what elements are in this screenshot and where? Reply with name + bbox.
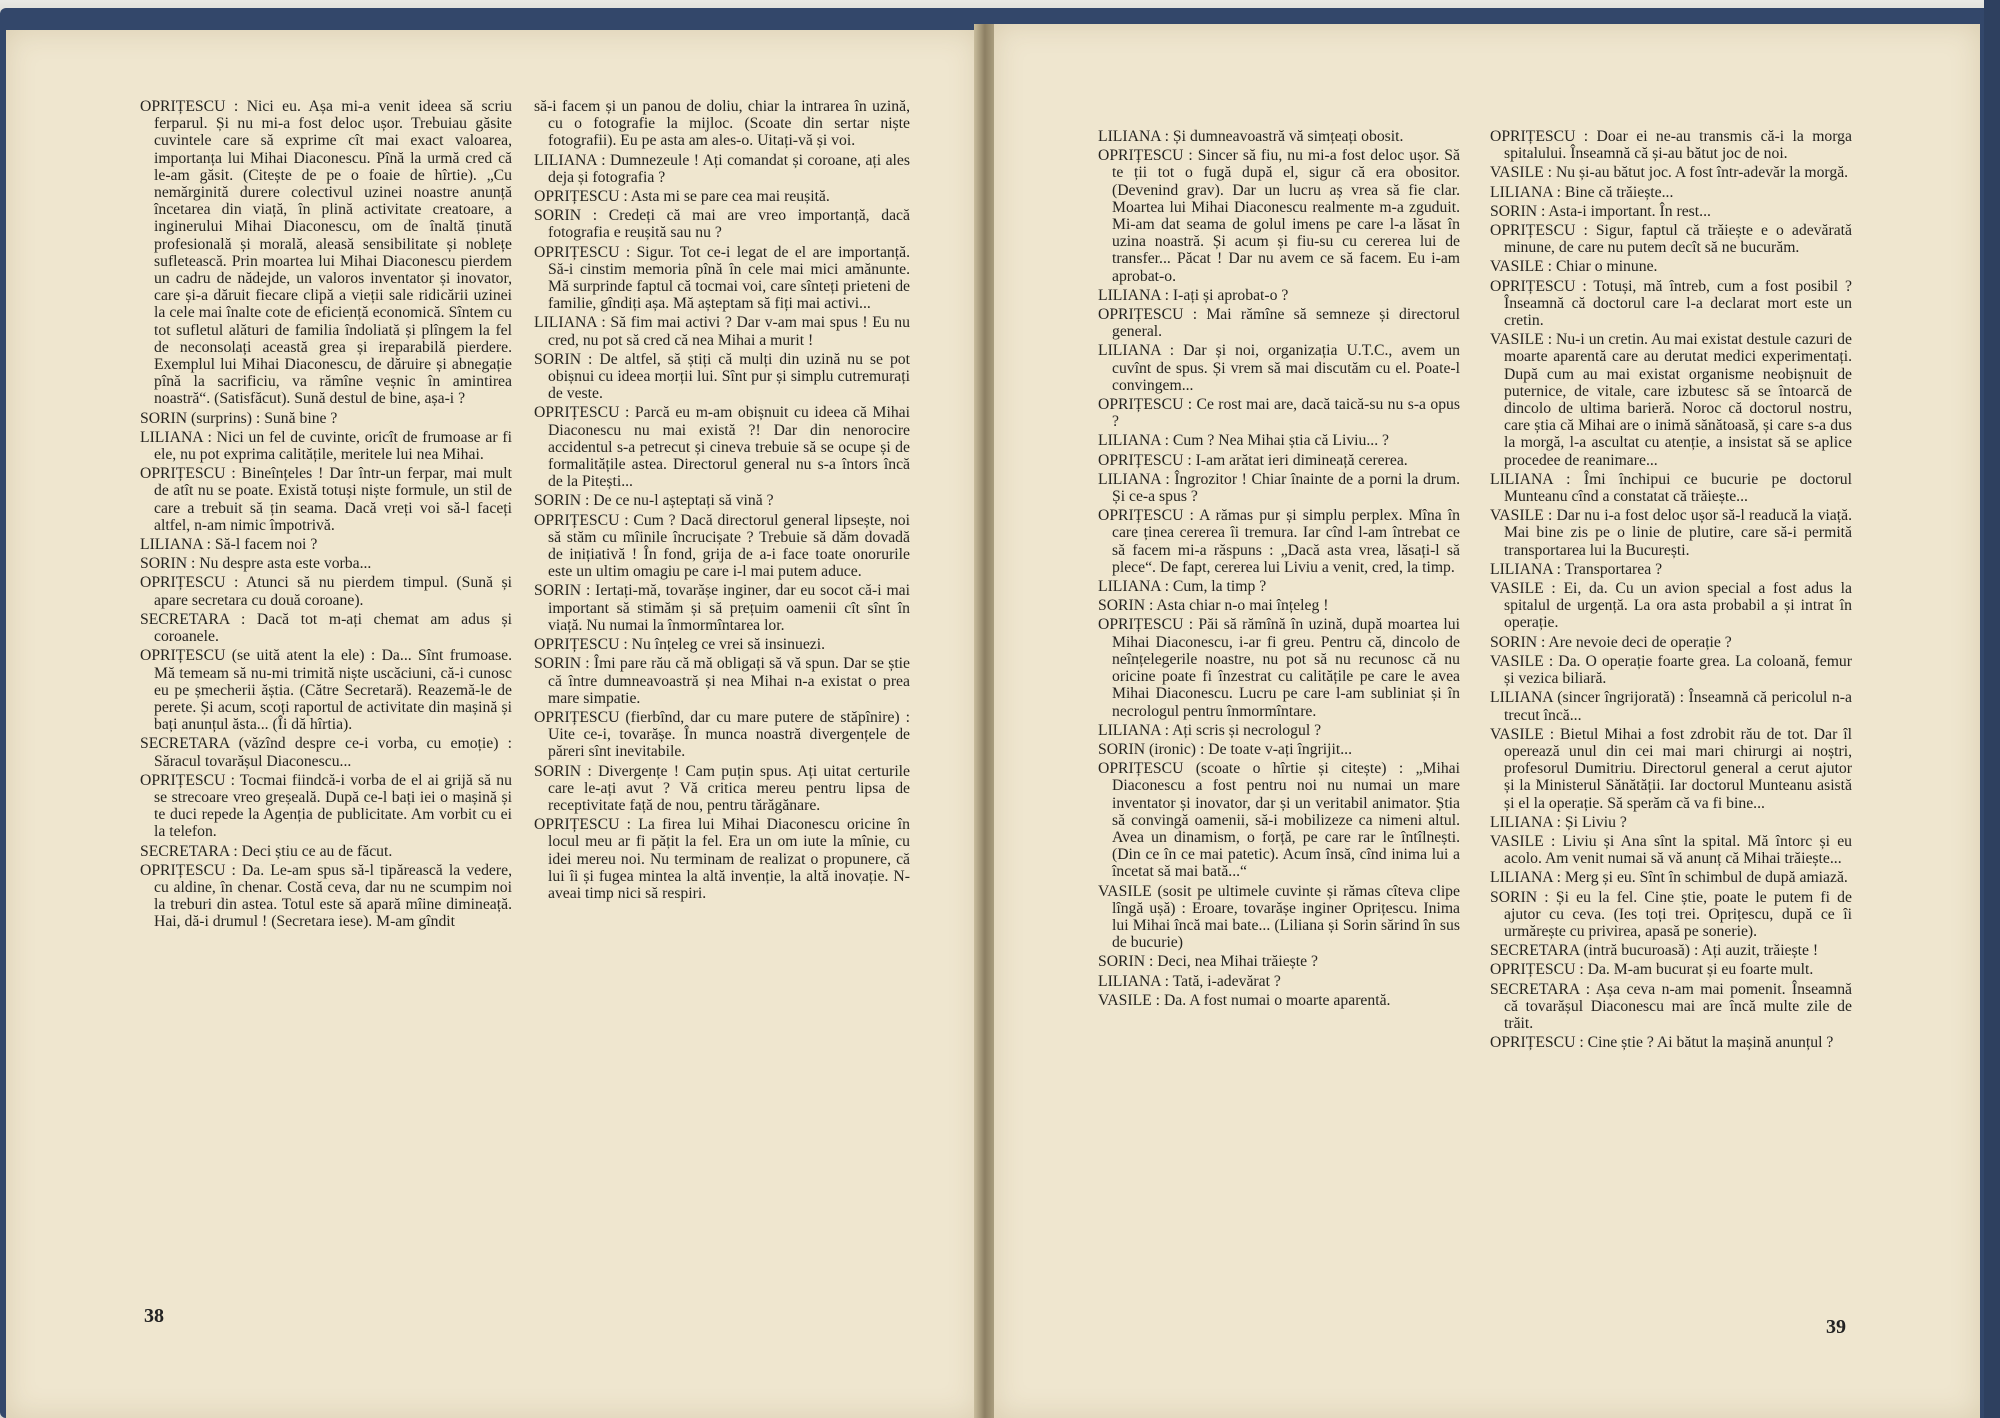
dialogue-line: SECRETARA : Așa ceva n-am mai pomenit. Înseamnă că tovarășul Diaconescu mai are încă multe zile de trăit. (1490, 980, 1852, 1032)
dialogue-line: LILIANA : Îngrozitor ! Chiar înainte de a porni la drum. Și ce-a spus ? (1098, 470, 1460, 506)
dialogue-line: VASILE : Ei, da. Cu un avion special a fost adus la spitalul de urgență. La ora asta probabil a și intrat în operație. (1490, 580, 1852, 632)
dialogue-line: LILIANA : Nici un fel de cuvinte, oricît de frumoase ar fi ele, nu pot exprima calitățile, meritele lui nea Mihai. (140, 428, 512, 464)
dialogue-line: OPRIȚESCU : Doar ei ne-au transmis că-i la morga spitalului. Înseamnă că și-au bătut joc de noi. (1490, 128, 1852, 163)
dialogue-line: LILIANA (sincer îngrijorată) : Înseamnă că pericolul n-a trecut încă... (1490, 689, 1852, 724)
dialogue-line: VASILE : Dar nu i-a fost deloc ușor să-l readucă la viață. Mai bine zis pe o linie de plutire, care să-i permită transportarea lui la București. (1490, 507, 1852, 559)
dialogue-line: VASILE (sosit pe ultimele cuvinte și rămas cîteva clipe lîngă ușă) : Eroare, tovarășe inginer Oprițescu. Inima lui Mihai încă mai bate... (Liliana și Sorin sărind în sus de bucurie) (1098, 882, 1460, 952)
dialogue-line: SORIN (surprins) : Sună bine ? (140, 409, 338, 427)
dialogue-line: SECRETARA (văzînd despre ce-i vorba, cu emoție) : Săracul tovarășul Diaconescu... (140, 735, 512, 770)
dialogue-line: LILIANA : Dumnezeule ! Ați comandat și coroane, ați ales deja și fotografia ? (534, 151, 910, 186)
dialogue-line: LILIANA : Tată, i-adevărat ? (1098, 972, 1281, 990)
dialogue-line: SECRETARA : Deci știu ce au de făcut. (140, 842, 393, 860)
dialogue-line: OPRIȚESCU : Da. M-am bucurat și eu foarte mult. (1490, 961, 1814, 979)
dialogue-line: LILIANA : Cum ? Nea Mihai știa că Liviu... ? (1098, 432, 1390, 450)
dialogue-line: LILIANA : Să fim mai activi ? Dar v-am mai spus ! Eu nu cred, nu pot să cred că nea Mihai a murit ! (534, 314, 910, 349)
dialogue-line: OPRIȚESCU : Tocmai fiindcă-i vorba de el ai grijă să nu se strecoare vreo greșeală. După ce-l bați iei o mașină și te duci repede la Agenția de publicitate. Am vorbit cu ei la telefon. (140, 771, 512, 841)
dialogue-line: VASILE : Chiar o minune. (1490, 258, 1658, 276)
dialogue-line: VASILE : Da. O operație foarte grea. La coloană, femur și vezica biliară. (1490, 652, 1852, 688)
dialogue-line: OPRIȚESCU : Cine știe ? Ai bătut la mașină anunțul ? (1490, 1034, 1834, 1052)
dialogue-line: OPRIȚESCU : Nu înțeleg ce vrei să insinuezi. (534, 636, 826, 654)
dialogue-line: OPRIȚESCU : Parcă eu m-am obișnuit cu ideea că Mihai Diaconescu nu mai există ?! Dar din nenorocire accidentul s-a petrecut și cineva trebuie să se ocupe și de formalitățile astea. Directorul general nu s-a întors încă de la Pitești... (534, 404, 910, 491)
dialogue-line: LILIANA : Să-l facem noi ? (140, 536, 318, 554)
dialogue-line: VASILE : Liviu și Ana sînt la spital. Mă întorc și eu acolo. Am venit numai să vă anunț că Mihai trăiește... (1490, 832, 1852, 868)
dialogue-line: SORIN : Divergențe ! Cam puțin spus. Ați uitat certurile care le-ați avut ? Vă critica mereu pentru lipsa de receptivitate față de nou, pentru tărăgănare. (534, 762, 910, 814)
dialogue-line: OPRIȚESCU : Ce rost mai are, dacă taică-su nu s-a opus ? (1098, 396, 1460, 431)
dialogue-line: OPRIȚESCU : I-am arătat ieri dimineață cererea. (1098, 451, 1408, 469)
dialogue-line: SORIN : Are nevoie deci de operație ? (1490, 633, 1732, 651)
left-page (6, 30, 978, 1418)
dialogue-line: SECRETARA : Dacă tot m-ați chemat am adus și coroanele. (140, 610, 512, 646)
page-number: 39 (1826, 1316, 1846, 1338)
dialogue-line: LILIANA : Cum, la timp ? (1098, 578, 1267, 596)
dialogue-line: SORIN : Nu despre asta este vorba... (140, 555, 372, 573)
dialogue-line: VASILE : Nu și-au bătut joc. A fost într-adevăr la morgă. (1490, 164, 1849, 182)
dialogue-line: OPRIȚESCU : Da. Le-am spus să-l tipărească la vedere, cu aldine, în chenar. Costă ceva, dar nu ne scumpim noi la treburi din astea. Totul este să apară mîine dimineață. Hai, dă-i drumul ! (Secretara iese). M-am gîndit (140, 861, 512, 931)
dialogue-line: LILIANA : Și Liviu ? (1490, 813, 1627, 831)
dialogue-line: VASILE : Da. A fost numai o moarte aparentă. (1098, 991, 1391, 1009)
dialogue-line: LILIANA : Bine că trăiește... (1490, 183, 1674, 201)
right-page-column-2 (1490, 128, 1852, 1053)
dialogue-line: SORIN : Credeți că mai are vreo importanță, dacă fotografia e reușită sau nu ? (534, 207, 910, 242)
dialogue-line: VASILE : Bietul Mihai a fost zdrobit rău de tot. Dar îl operează unul din cei mai mari chirurgi ai noștri, profesorul Dumitriu. Directorul general a cerut ajutor și la Ministerul Sănătății. Iar doctorul Munteanu asistă și el la operație. Să sperăm că va fi bine... (1490, 725, 1852, 812)
dialogue-line: SORIN : Asta chiar n-o mai înțeleg ! (1098, 597, 1329, 615)
dialogue-line: SORIN (ironic) : De toate v-ați îngrijit... (1098, 740, 1352, 758)
dialogue-line: OPRIȚESCU : Sigur, faptul că trăiește e o adevărată minune, de care nu putem decît să ne bucurăm. (1490, 222, 1852, 257)
page-number: 38 (144, 1305, 164, 1327)
dialogue-line: OPRIȚESCU : Bineînțeles ! Dar într-un ferpar, mai mult de atît nu se poate. Există totuși niște formule, un stil de care a trebuit să țin seama. Dacă vreți voi să-l faceți altfel, n-am nimic împotrivă. (140, 465, 512, 534)
dialogue-line: LILIANA : I-ați și aprobat-o ? (1098, 286, 1289, 304)
dialogue-line: OPRIȚESCU : La firea lui Mihai Diaconescu oricine în locul meu ar fi pățit la fel. Era un om iute la mînie, cu idei mereu noi. Nu terminam de realizat o propunere, că lui îi și fugea mintea la altă invenție, la altă inovație. N-aveai timp nici să respiri. (534, 816, 910, 902)
dialogue-line: OPRIȚESCU (scoate o hîrtie și citește) : „Mihai Diaconescu a fost pentru noi nu numai un mare inventator și inovator, dar și un veritabil animator. Știa să convingă oamenii, să-i mobilizeze ca nimeni altul. Avea un dinamism, o forță, pe care rar le întîlnești. (Din ce în ce mai patetic). Acum însă, cînd inima lui a încetat să mai bată...“ (1098, 760, 1460, 881)
dialogue-line: OPRIȚESCU : Cum ? Dacă directorul general lipsește, noi să stăm cu mîinile încrucișate ? Trebuie să dăm dovadă de inițiativă ! În fond, grija de a-i face toate onorurile este un ultim omagiu pe care i-l mai putem aduce. (534, 511, 910, 581)
dialogue-line: LILIANA : Ați scris și necrologul ? (1098, 721, 1322, 739)
right-page-column-1 (1098, 128, 1460, 1011)
dialogue-line: LILIANA : Merg și eu. Sînt în schimbul de după amiază. (1490, 869, 1848, 887)
dialogue-line: SORIN : De altfel, să știți că mulți din uzină nu se pot obișnui cu ideea morții lui. Sînt pur și simplu cutremurați de veste. (534, 350, 910, 403)
left-page-column-1 (140, 98, 512, 933)
dialogue-line: OPRIȚESCU : Sincer să fiu, nu mi-a fost deloc ușor. Să te ții tot o fugă după el, sigur că era obositor. (Devenind grav). Dar un lucru aș vrea să fie clar. Moartea lui Mihai Diaconescu realmente m-a zguduit. Mi-am dat seama de golul imens pe care l-a lăsat în uzina noastră. Și acum și fiu-su cu cererea lui de transfer... Păcat ! Dar nu avem ce să facem. Eu i-am aprobat-o. (1098, 147, 1460, 285)
dialogue-line: OPRIȚESCU (se uită atent la ele) : Da... Sînt frumoase. Mă temeam să nu-mi trimită niște uscăciuni, că-i cunosc eu pe șmecherii ăștia. (Către Secretară). Reazemă-le de perete. Și acum, scoți raportul de activitate din mașină și bați anunțul ăsta... (Îi dă hîrtia). (140, 647, 512, 734)
dialogue-line: LILIANA : Îmi închipui ce bucurie pe doctorul Munteanu cînd a constatat că trăiește... (1490, 470, 1852, 506)
right-page (994, 24, 1980, 1418)
dialogue-line: SORIN : Și eu la fel. Cine știe, poate le putem fi de ajutor cu ceva. (Ies toți trei. Oprițescu, după ce îi urmărește cu privirea, apasă pe sonerie). (1490, 888, 1852, 940)
dialogue-line: SORIN : Îmi pare rău că mă obligați să vă spun. Dar se știe că între dumneavoastră și nea Mihai n-a existat o prea mare simpatie. (534, 655, 910, 707)
dialogue-line: OPRIȚESCU : Asta mi se pare cea mai reușită. (534, 188, 830, 206)
dialogue-line: SORIN : Deci, nea Mihai trăiește ? (1098, 953, 1318, 971)
book-edge (1984, 0, 2000, 1418)
dialogue-line: OPRIȚESCU : Atunci să nu pierdem timpul. (Sună și apare secretara cu două coroane). (140, 574, 512, 609)
dialogue-line: OPRIȚESCU : Sigur. Tot ce-i legat de el are importanță. Să-i cinstim memoria pînă în cele mai mici amănunte. Mă surprinde faptul că tocmai voi, care sînteți prieteni de familie, gîndiți așa. Mă așteptam să fiți mai activi... (534, 243, 910, 313)
dialogue-line: SECRETARA (intră bucuroasă) : Ați auzit, trăiește ! (1490, 942, 1819, 960)
dialogue-line: OPRIȚESCU : Totuși, mă întreb, cum a fost posibil ? Înseamnă că doctorul care l-a declarat mort este un cretin. (1490, 277, 1852, 330)
dialogue-line: SORIN : Iertați-mă, tovarășe inginer, dar eu socot că-i mai important să stimăm și să prețuim oamenii cît sînt în viață. Nu numai la înmormîntarea lor. (534, 582, 910, 634)
dialogue-line: OPRIȚESCU : Mai rămîne să semneze și directorul general. (1098, 306, 1460, 341)
left-page-column-2 (534, 98, 910, 904)
dialogue-line: OPRIȚESCU : A rămas pur și simplu perplex. Mîna în care ținea cererea îi tremura. Iar cînd l-am întrebat ce să facem mi-a răspuns : „Dacă asta vrea, lăsați-l să plece“. De fapt, cererea lui Liviu a venit, cred, la timp. (1098, 507, 1460, 576)
dialogue-line: LILIANA : Și dumneavoastră vă simțeați obosit. (1098, 128, 1404, 145)
dialogue-line: OPRIȚESCU : Nici eu. Așa mi-a venit ideea să scriu ferparul. Și nu mi-a fost deloc ușor. Trebuiau găsite cuvintele care să exprime cît mai exact valoarea, importanța lui Mihai Diaconescu. Pînă la urmă cred că le-am găsit. (Citește de pe o foaie de hîrtie). „Cu nemărginită durere colectivul uzinei noastre anunță încetarea din viață, în plină activitate creatoare, a inginerului Mihai Diaconescu, om de înaltă ținută profesională și morală, aleasă sensibilitate și noblețe sufletească. Prin moartea lui Mihai Diaconescu pierdem un cadru de nădejde, un valoros inventator și inovator, care și-a dăruit fiecare clipă a vieții sale ridicării uzinei la cele mai înalte cote de eficiență economică. Sîntem cu tot sufletul alături de familia îndoliată și plîngem la fel de neconsolați această grea și ireparabilă pierdere. Exemplul lui Mihai Diaconescu, de dăruire și abnegație pînă la sacrificiu, va rămîne veșnic în amintirea noastră“. (Satisfăcut). Sună destul de bine, așa-i ? (140, 98, 512, 408)
dialogue-line: LILIANA : Transportarea ? (1490, 560, 1663, 578)
dialogue-line: VASILE : Nu-i un cretin. Au mai existat destule cazuri de moarte aparentă care au derutat medici experimentați. După cum au mai existat organisme neobișnuit de puternice, de vitale, care izbutesc să se întoarcă de dincolo de ultima barieră. Noroc că doctorul nostru, care știa că Mihai are o inimă sănătoasă, și care s-a dus la morgă, l-a ascultat cu atenție, a insistat să se aplice procedee de reanimare... (1490, 331, 1852, 469)
dialogue-line: SORIN : Asta-i important. În rest... (1490, 202, 1711, 220)
dialogue-line: SORIN : De ce nu-l așteptați să vină ? (534, 492, 774, 510)
dialogue-line: să-i facem și un panou de doliu, chiar la intrarea în uzină, cu o fotografie la mijloc. (Scoate din sertar niște fotografii). Eu pe asta am ales-o. Uitați-vă și voi. (534, 98, 910, 150)
dialogue-line: LILIANA : Dar și noi, organizația U.T.C., avem un cuvînt de spus. Și vrem să mai discutăm cu el. Poate-l convingem... (1098, 342, 1460, 394)
dialogue-line: OPRIȚESCU (fierbînd, dar cu mare putere de stăpînire) : Uite ce-i, tovarășe. În munca noastră divergențele de păreri sînt inevitabile. (534, 708, 910, 761)
dialogue-line: OPRIȚESCU : Păi să rămînă în uzină, după moartea lui Mihai Diaconescu, i-ar fi greu. Pentru că, dincolo de neînțelegerile noastre, nu pot să nu recunosc că nu oricine poate fi înzestrat cu calitățile pe care le avea Mihai Diaconescu. Lucru pe care l-am subliniat și în necrologul pentru înmormîntare. (1098, 616, 1460, 720)
